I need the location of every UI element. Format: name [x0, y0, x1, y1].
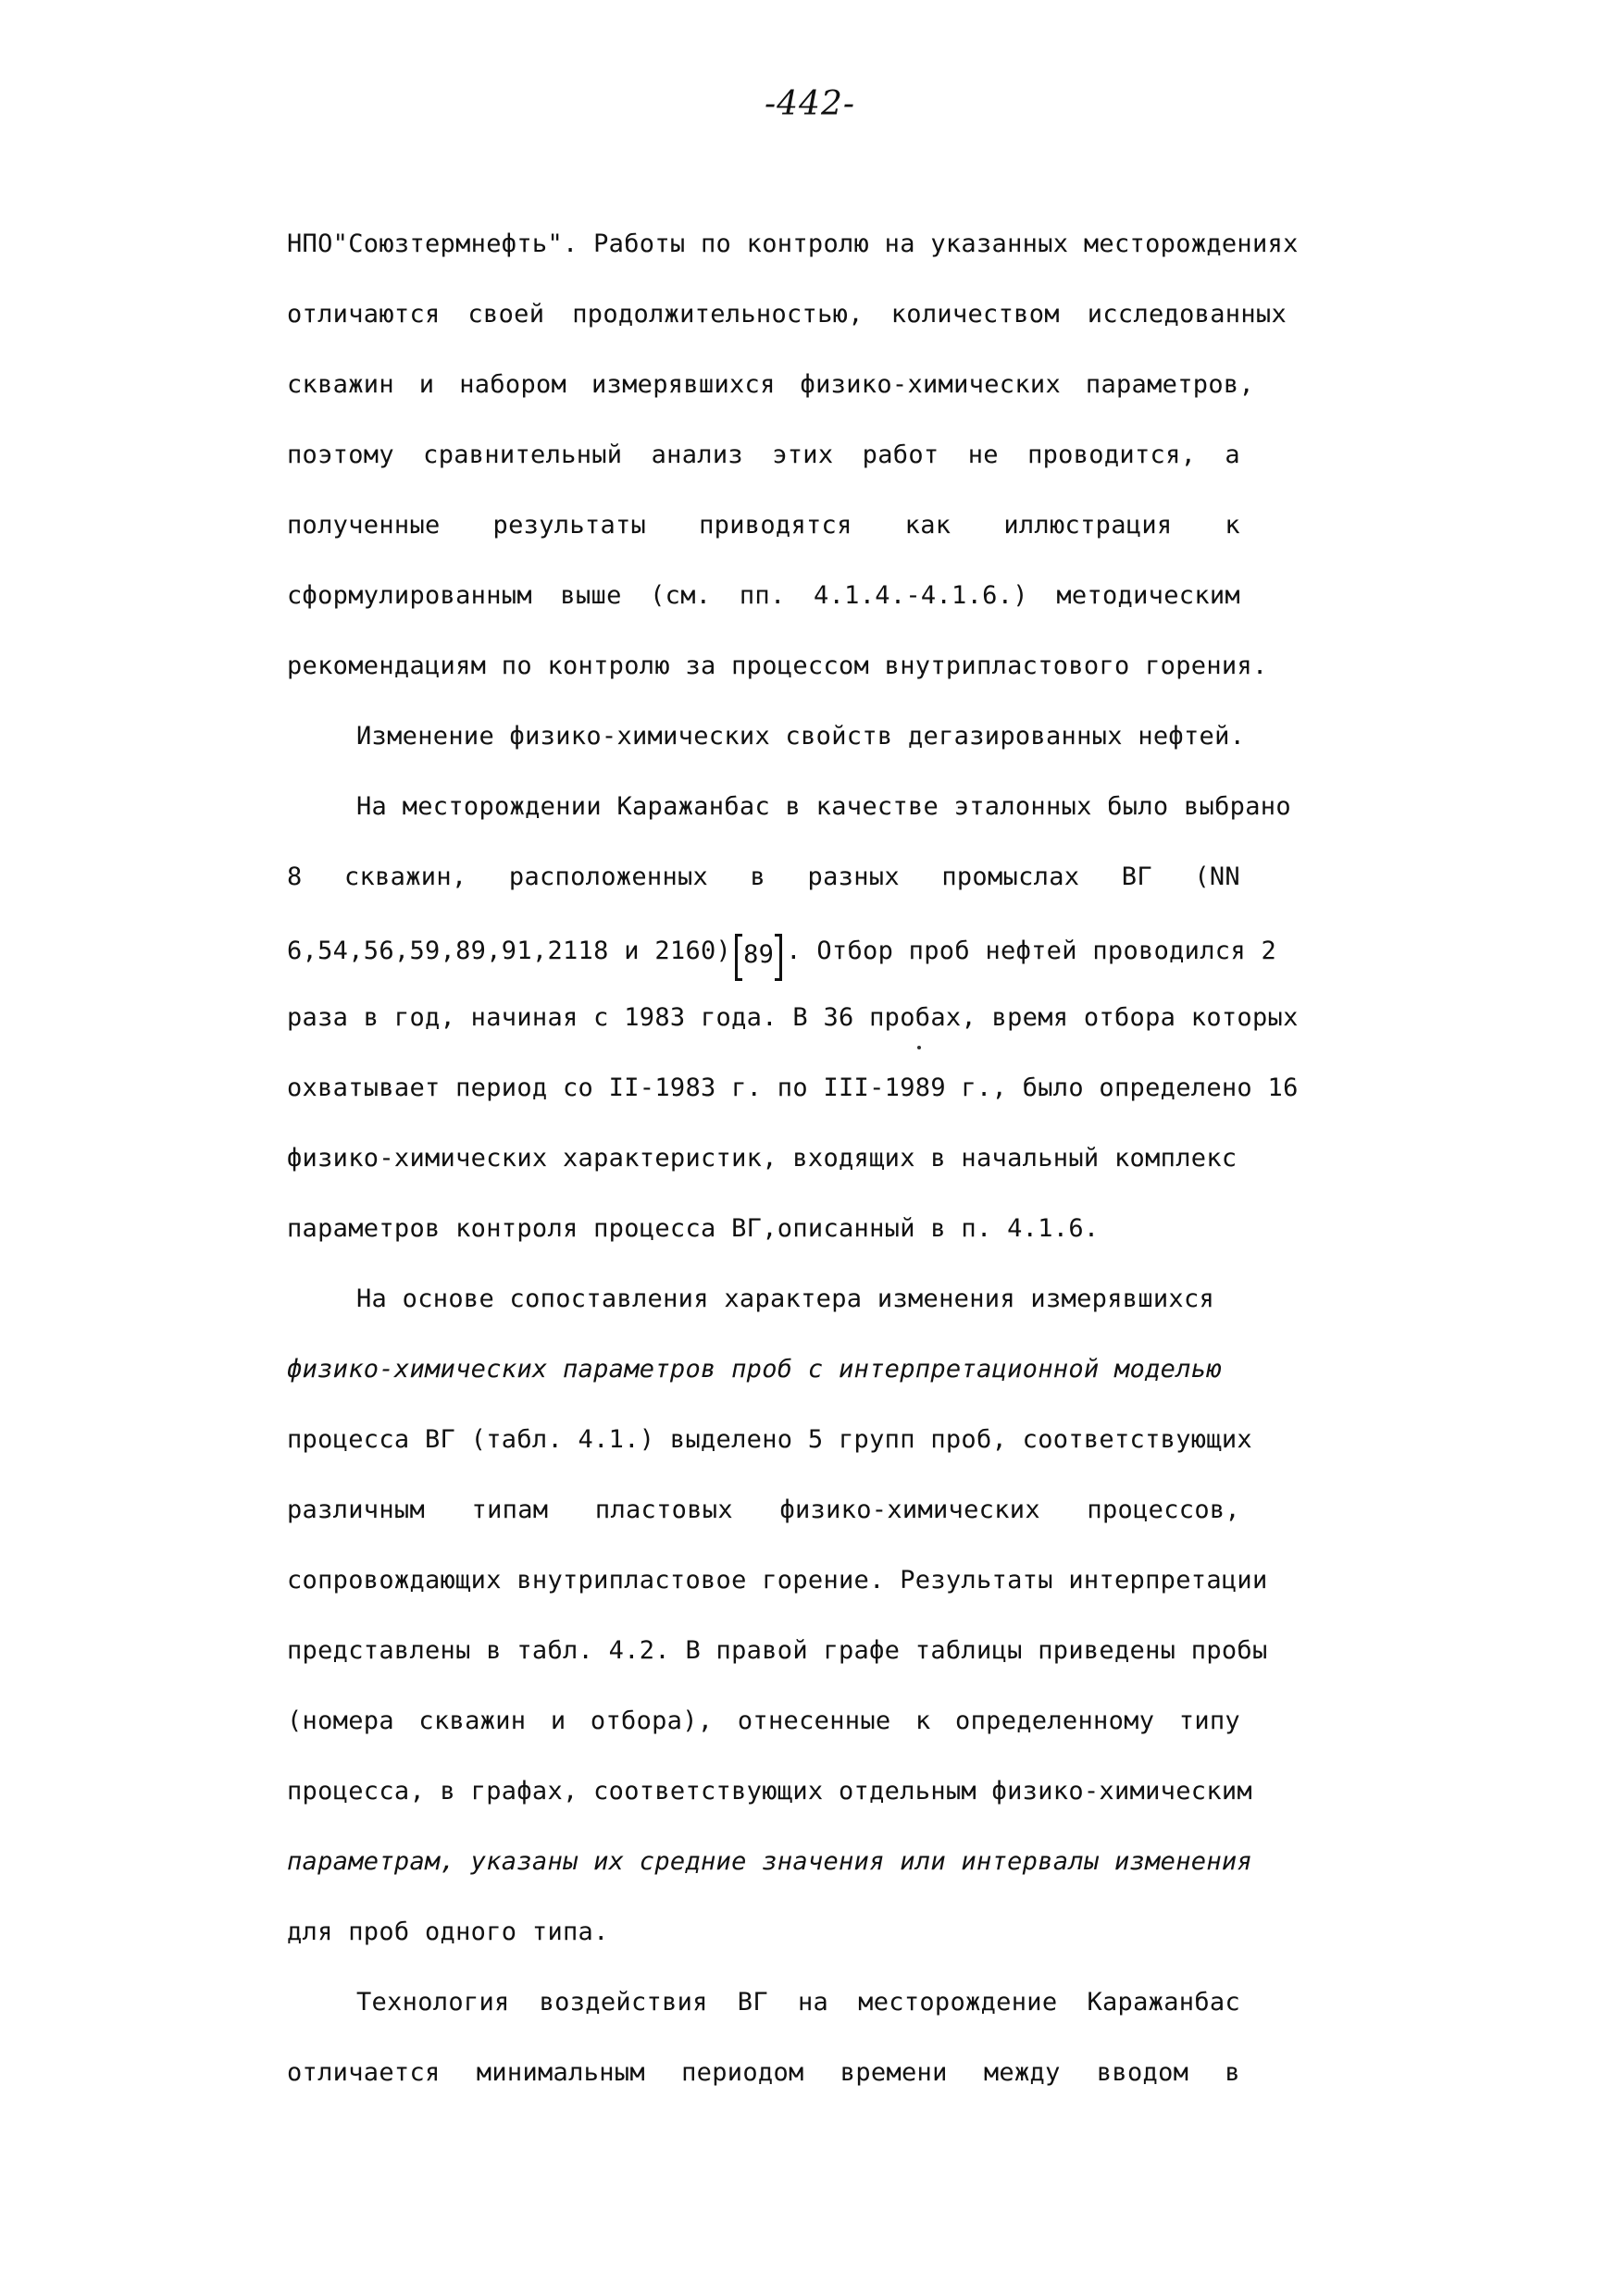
- section-heading: Изменение физико-химических свойств дегазированных нефтей.: [356, 722, 1246, 751]
- text-line: процесса ВГ (табл. 4.1.) выделено 5 групп проб, соответствующих: [287, 1425, 1252, 1454]
- text-line: НПО"Союзтермнефть". Работы по контролю на указанных месторождениях: [287, 230, 1299, 258]
- text-line: Технология воздействия ВГ на месторождение Каражанбас: [356, 1988, 1240, 2017]
- text-line: отличается минимальным периодом времени между вводом в: [287, 2058, 1240, 2087]
- text-line: охватывает период со II-1983 г. по III-1989 г., было определено 16: [287, 1074, 1299, 1102]
- text-line: сформулированным выше (см. пп. 4.1.4.-4.1.6.) методическим: [287, 581, 1240, 610]
- text-line: процесса, в графах, соответствующих отдельным физико-химическим: [287, 1777, 1252, 1806]
- text-line: скважин и набором измерявшихся физико-химических параметров,: [287, 370, 1254, 399]
- text-line: (номера скважин и отбора), отнесенные к определенному типу: [287, 1706, 1240, 1735]
- text-line: различным типам пластовых физико-химических процессов,: [287, 1496, 1240, 1524]
- scan-speck: [917, 1046, 921, 1049]
- text-line-with-reference: [287, 933, 1276, 974]
- text-line: рекомендациям по контролю за процессом внутрипластового горения.: [287, 652, 1268, 680]
- text-line: поэтому сравнительный анализ этих работ не проводится, а: [287, 441, 1240, 469]
- text-line: физико-химических характеристик, входящих в начальный комплекс: [287, 1144, 1238, 1173]
- text-line: представлены в табл. 4.2. В правой графе таблицы приведены пробы: [287, 1636, 1268, 1665]
- page-number: -442-: [764, 85, 856, 123]
- text-line: для проб одного типа.: [287, 1917, 609, 1946]
- text-line: отличаются своей продолжительностью, количеством исследованных: [287, 300, 1287, 329]
- text-line: раза в год, начиная с 1983 года. В 36 пробах, время отбора которых: [287, 1003, 1299, 1032]
- text-line: полученные результаты приводятся как иллюстрация к: [287, 511, 1240, 540]
- text-line: На основе сопоставления характера изменения измерявшихся: [356, 1285, 1215, 1313]
- text-line-end: . Отбор проб нефтей проводился 2: [786, 937, 1277, 965]
- text-line: параметрам, указаны их средние значения или интервалы изменения: [287, 1847, 1252, 1876]
- text-line: параметров контроля процесса ВГ,описанный в п. 4.1.6.: [287, 1214, 1100, 1243]
- text-line-start: 6,54,56,59,89,91,2118 и 2160): [287, 937, 732, 965]
- text-line: 8 скважин, расположенных в разных промыслах ВГ (NN: [287, 863, 1240, 891]
- text-line: физико-химических параметров проб с интерпретационной моделью: [287, 1355, 1222, 1384]
- bibliography-reference: 89: [735, 937, 782, 978]
- text-line: На месторождении Каражанбас в качестве эталонных было выбрано: [356, 792, 1291, 821]
- text-line: сопровождающих внутрипластовое горение. Результаты интерпретации: [287, 1566, 1268, 1595]
